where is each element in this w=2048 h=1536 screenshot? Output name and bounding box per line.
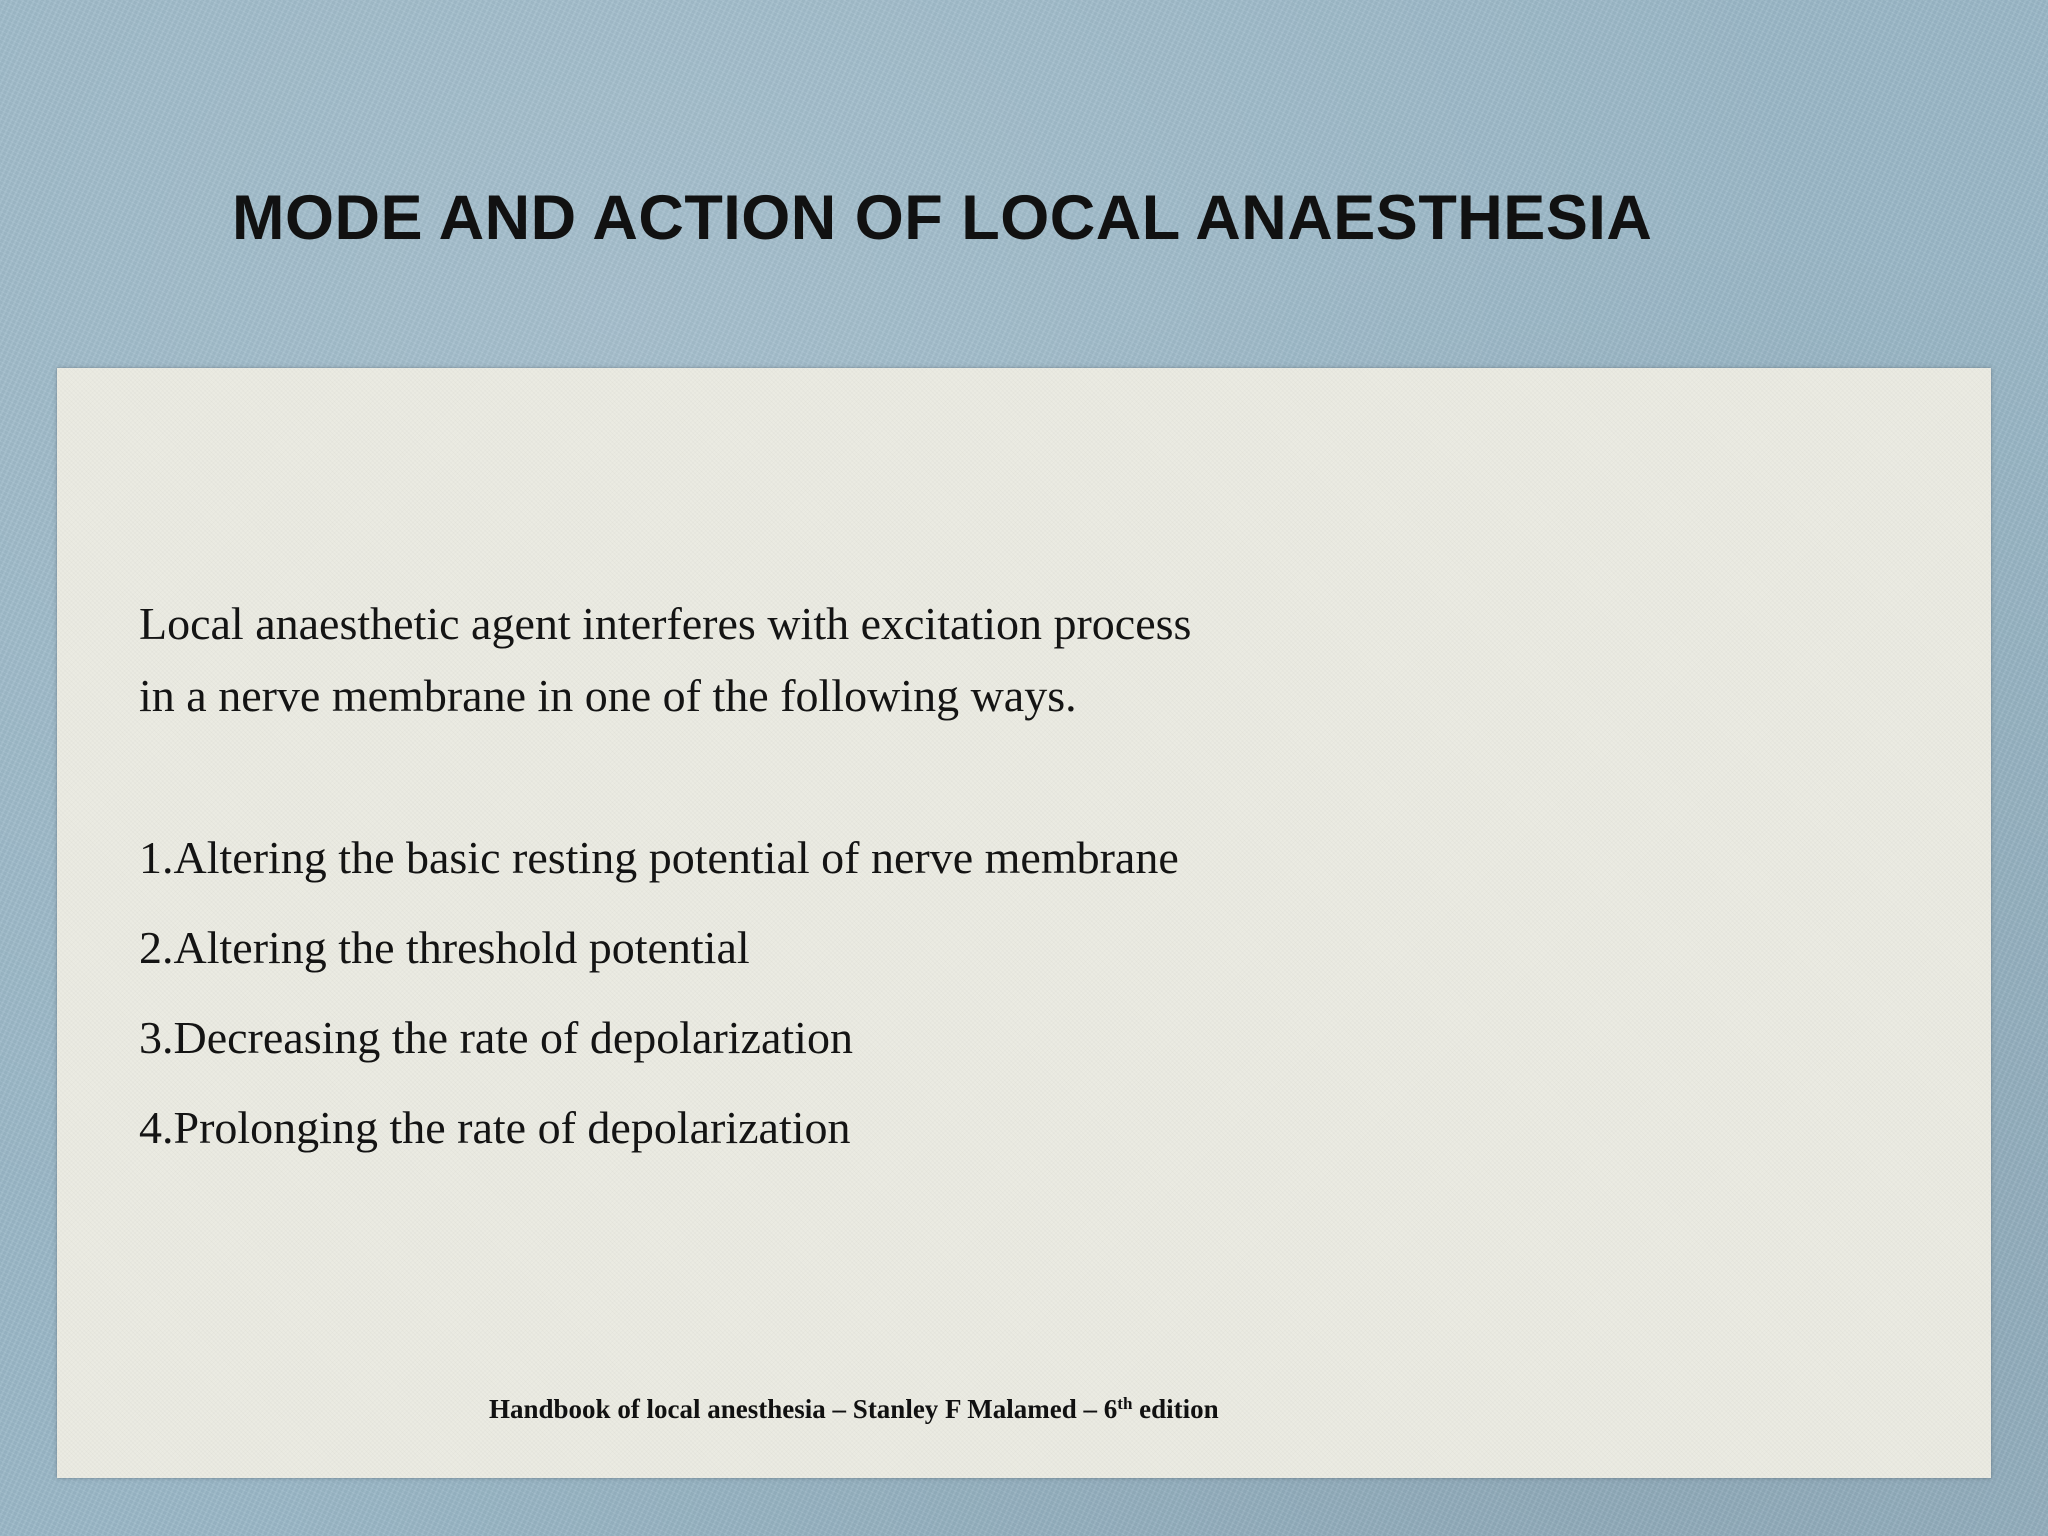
citation bbox=[489, 1394, 1219, 1425]
citation-suffix: edition bbox=[1132, 1394, 1219, 1424]
ways-list bbox=[139, 813, 1179, 1173]
slide-title: MODE AND ACTION OF LOCAL ANAESTHESIA bbox=[232, 183, 1653, 253]
citation-main: Handbook of local anesthesia – Stanley F Malamed – 6 bbox=[489, 1394, 1118, 1424]
way-item-1: 1.Altering the basic resting potential of nerve membrane bbox=[139, 832, 1179, 883]
way-item-2: 2.Altering the threshold potential bbox=[139, 922, 750, 973]
way-item-3: 3.Decreasing the rate of depolarization bbox=[139, 1012, 853, 1063]
intro-line-2: in a nerve membrane in one of the following ways. bbox=[139, 670, 1077, 721]
intro-line-1: Local anaesthetic agent interferes with excitation process bbox=[139, 598, 1192, 649]
citation-superscript: th bbox=[1117, 1394, 1133, 1413]
content-card bbox=[57, 368, 1991, 1478]
intro-paragraph bbox=[139, 588, 1539, 732]
way-item-4: 4.Prolonging the rate of depolarization bbox=[139, 1102, 851, 1153]
